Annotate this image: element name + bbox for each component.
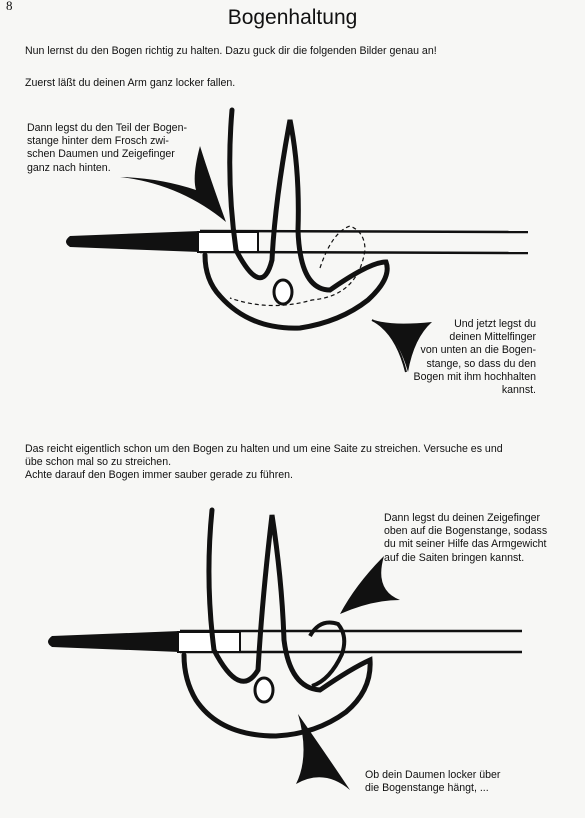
caption-line: stange hinter dem Frosch zwi-	[27, 135, 169, 148]
bow-grip	[48, 631, 180, 652]
intro-text-2: Zuerst läßt du deinen Arm ganz locker fallen.	[25, 77, 236, 89]
caption-line: stange, so dass du den	[426, 357, 536, 370]
page-title: Bogenhaltung	[227, 6, 358, 29]
caption-line: die Bogenstange hängt, ...	[365, 782, 489, 795]
caption-line: oben auf die Bogenstange, sodass	[384, 525, 548, 538]
caption-line: kannst.	[501, 384, 536, 397]
caption-line: deinen Mittelfinger	[449, 331, 536, 344]
arrow-icon	[340, 556, 400, 614]
middle-line: übe schon mal so zu streichen.	[25, 456, 172, 469]
caption-line: Dann legst du den Teil der Bogen-	[27, 122, 187, 134]
page-number: 8	[6, 0, 13, 13]
intro-text-1: Nun lernst du den Bogen richtig zu halten. Dazu guck dir die folgenden Bilder genau an!	[25, 45, 437, 57]
caption-line: Und jetzt legst du	[454, 318, 536, 330]
middle-line: Das reicht eigentlich schon um den Bogen zu halten und um eine Saite zu streichen. Versuche es und	[25, 443, 503, 455]
middle-line: Achte darauf den Bogen immer sauber gerade zu führen.	[25, 469, 293, 482]
caption-line: du mit seiner Hilfe das Armgewicht	[384, 538, 547, 551]
caption-line: von unten an die Bogen-	[420, 344, 536, 357]
thumb-tip	[255, 678, 273, 702]
caption-line: ganz nach hinten.	[27, 161, 111, 174]
bow-frog	[178, 632, 240, 652]
caption-line: auf die Saiten bringen kannst.	[384, 551, 525, 564]
caption-line: schen Daumen und Zeigefinger	[27, 148, 175, 161]
caption-line: Bogen mit ihm hochhalten	[413, 370, 536, 383]
hand-outline	[184, 510, 370, 736]
caption-line: Ob dein Daumen locker über	[365, 769, 501, 781]
caption-line: Dann legst du deinen Zeigefinger	[384, 512, 541, 524]
